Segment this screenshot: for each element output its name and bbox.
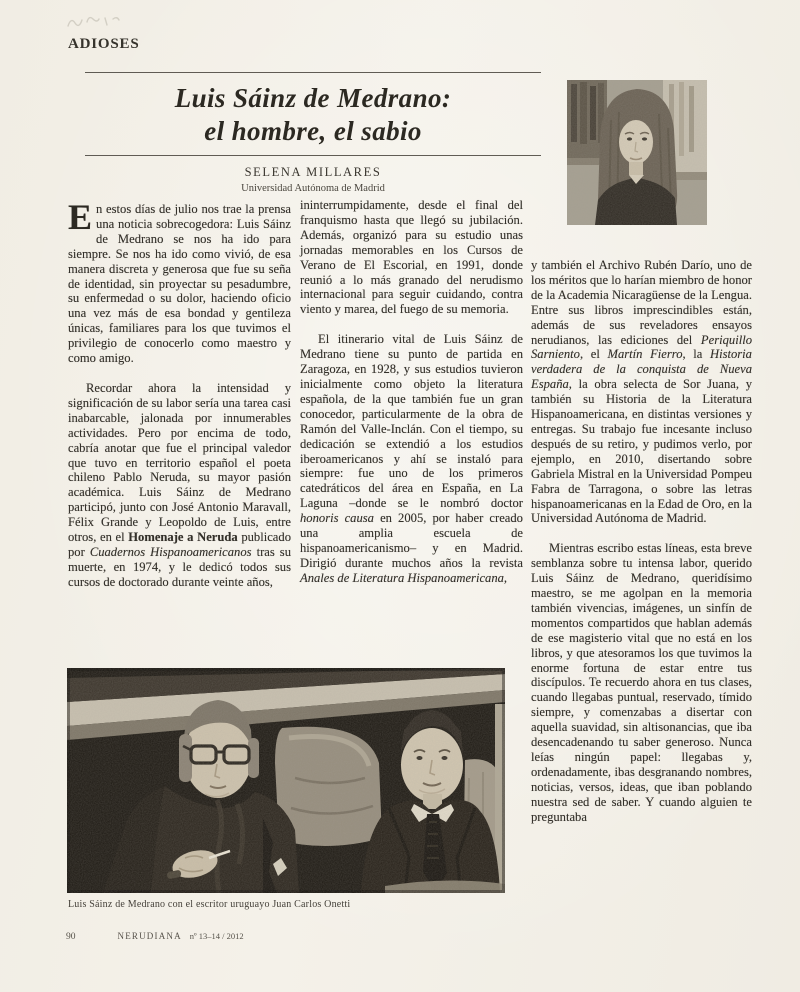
page-footer <box>66 931 244 942</box>
paragraph: En estos días de julio nos trae la prensa una noticia sobrecogedora: Luis Sáinz de Medrano se nos ha ido para siempre. Se nos ha ido como vivió, de esa manera discreta y generosa que fue su seña de identidad, sin proyectar su pesadumbre, su enfermedad o su dolor, haciendo oficio una vez más de esa bondad y gentileza únicas, familiares para los que tuvimos el privilegio de conocerlo como maestro y como amigo. <box>68 197 291 366</box>
paragraph: Recordar ahora la intensidad y significación de su labor sería una tarea casi inabarcable, jalonada por innumerables actividades. Pero por encima de todo, cabría anotar que fue el principal valedor que tuvo en territorio español el poeta chileno Pablo Neruda, su mayor pasión académica. Luis Sáinz de Medrano participó, junto con José Antonio Maravall, Félix Grande y Leopoldo de Luis, entre otros, en el Homenaje a Neruda publicado por Cuadernos Hispanoamericanos tras su muerte, en 1974, y le dedicó todos sus cursos de doctorado durante veinte años, <box>68 380 291 589</box>
paragraph: ininterrumpidamente, desde el final del franquismo hasta que llegó su jubilación. Además, organizó para su estudio unas jornadas memorables en los Cursos de Verano de El Escorial, en 1991, donde reunió a lo más granado del nerudismo internacional para seguir cuidando, contra viento y marea, del fuego de su memoria. <box>300 198 523 317</box>
pencil-annotation <box>64 10 144 39</box>
article-column-1 <box>68 197 291 590</box>
author-name: SELENA MILLARES <box>244 165 382 179</box>
author-affiliation: Universidad Autónoma de Madrid <box>241 183 385 194</box>
article-column-3 <box>531 258 752 825</box>
title-rule-bottom <box>85 155 541 156</box>
journal-name: NERUDIANA <box>117 931 182 941</box>
photo-caption: Luis Sáinz de Medrano con el escritor uruguayo Juan Carlos Onetti <box>68 899 351 910</box>
issue-info: nº 13–14 / 2012 <box>189 931 244 941</box>
author-portrait-photo <box>567 80 707 225</box>
article-title <box>85 82 541 148</box>
page-number: 90 <box>66 932 76 942</box>
article-column-2 <box>300 198 523 586</box>
dropcap: E <box>68 197 93 237</box>
section-label: ADIOSES <box>68 36 140 52</box>
paragraph: El itinerario vital de Luis Sáinz de Medrano tiene su punto de partida en Zaragoza, en 1928, y sus estudios tuvieron inicialmente como objeto la literatura española, de la que también fue un gran conocedor, particularmente de la obra de Ramón del Valle-Inclán. Con el tiempo, su dedicación se extendió a los estudios iberoamericanos y ahí se instaló para siempre: fue uno de los primeros catedráticos del área en España, en La Laguna –donde se le nombró doctor honoris causa en 2005, por haber creado una amplia escuela de hispanoamericanismo– y en Madrid. Dirigió durante muchos años la revista Anales de Literatura Hispanoamericana, <box>300 332 523 585</box>
title-line-1: Luis Sáinz de Medrano: <box>174 83 452 113</box>
title-line-2: el hombre, el sabio <box>204 116 422 146</box>
paragraph: Mientras escribo estas líneas, esta breve semblanza sobre tu intensa labor, querido Luis Sáinz de Medrano, queridísimo maestro, se me agolpan en la memoria también vivencias, imágenes, un sinfín de momentos compartidos que hablan además de ese magisterio vital que no está en los libros, y que atesoramos los que tuvimos la enorme fortuna de estar entre tus discípulos. Te recuerdo ahora en tus clases, cuando llegabas puntual, reservado, tímido siempre, y comenzabas a disertar con aquella suavidad, sin altisonancias, que iba desencadenando tu saber generoso. Nunca leías ningún papel: llegabas y, ordenadamente, ibas desgranando nombres, noticias, versos, ideas, que iban poblando nuestra sed de saber. Y cuando alguien te preguntaba <box>531 541 752 824</box>
title-rule-top <box>85 72 541 73</box>
title-block <box>85 72 541 194</box>
paragraph: y también el Archivo Rubén Darío, uno de los méritos que lo harían miembro de honor de la Academia Nicaragüense de la Lengua. Entre sus libros imprescindibles están, además de sus reveladores ensayos nerudianos, las ediciones del Periquillo Sarniento, el Martín Fierro, la Historia verdadera de la conquista de Nueva España, la obra selecta de Sor Juana, y también su Historia de la Literatura Hispanoamericana, en distintas versiones y entregas. Su trabajo fue incesante incluso después de su retiro, y pudimos verlo, por ejemplo, en 2010, disertando sobre Gabriela Mistral en la Universidad Pompeu Fabra de Tarragona, o sobre las letras hispanoamericanas en la Edad de Oro, en la Universidad Autónoma de Madrid. <box>531 258 752 526</box>
group-photo <box>67 668 505 893</box>
